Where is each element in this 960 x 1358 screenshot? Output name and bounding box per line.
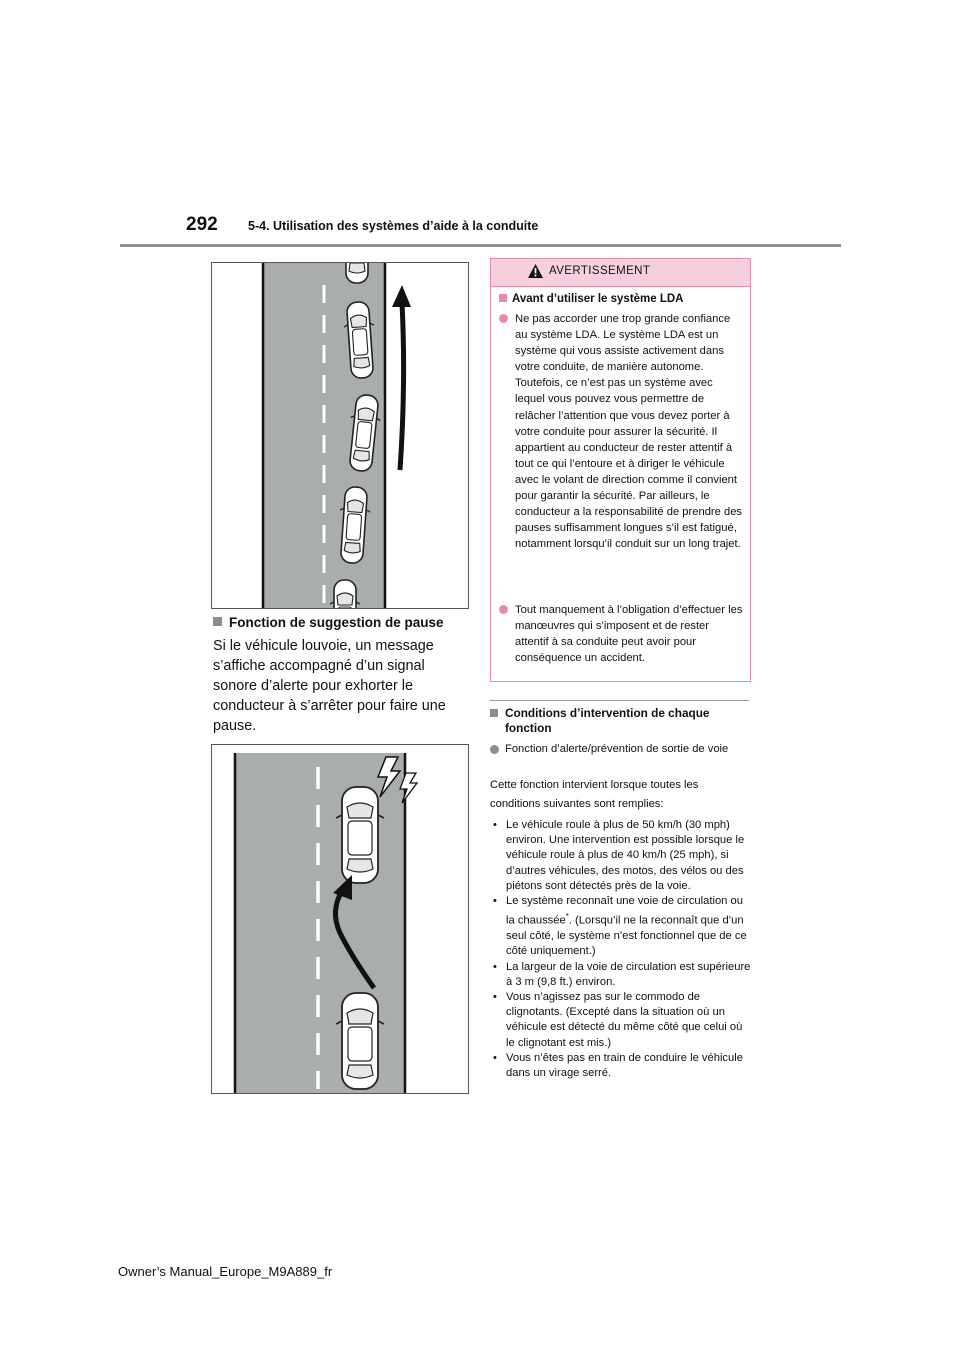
header-rule xyxy=(120,244,841,247)
section-divider xyxy=(490,700,749,701)
warning-item xyxy=(499,311,745,552)
arrow-head-icon xyxy=(392,285,411,307)
square-bullet-icon xyxy=(499,294,507,302)
forward-arrow xyxy=(400,303,404,470)
road xyxy=(234,753,406,1093)
car-icon xyxy=(336,787,384,883)
circle-bullet-icon xyxy=(490,745,499,754)
warning-subheading xyxy=(499,293,745,305)
list-item: • La largeur de la voie de circulation est supérieure à 3 m (9,8 ft.) environ. xyxy=(490,960,752,990)
warning-box xyxy=(490,258,751,682)
list-item-text: Le système reconnaît une voie de circulation ou la chaussée xyxy=(506,895,743,927)
warning-item-text: Ne pas accorder une trop grande confiance au système LDA. Le système LDA est un système qui vous assiste activement dans votre conduite, de manière autonome. Toutefois, ce n’est pas un système avec lequel vous pouvez vous permettre de relâcher l’attention que vous devez porter à votre conduite pour assurer la sécurité. Il appartient au conducteur de rester attentif à tout ce qui l’entoure et à diriger le véhicule avec le volant de direction comme il convient pour garantir la sécurité. Par ailleurs, le conducteur a la responsabilité de prendre des pauses suffisamment longues s’il est fatigué, notamment lorsqu’il conduit sur un long trajet. xyxy=(515,313,743,551)
footnote-marker: * xyxy=(565,912,569,922)
conditions-intro: conditions suivantes sont remplies: xyxy=(490,798,664,810)
circle-bullet-icon xyxy=(499,605,508,614)
warning-item xyxy=(499,602,745,666)
circle-bullet-icon xyxy=(499,314,508,323)
conditions-heading-text: Conditions d’intervention de chaque fonction xyxy=(505,706,710,735)
list-item-text: . (Lorsqu’il ne la reconnaît que d’un seul côté, le système n’est fonctionnel que de ce côté uniquement.) xyxy=(506,914,747,958)
warning-triangle-icon xyxy=(527,263,544,279)
conditions-list xyxy=(490,818,752,1081)
conditions-item xyxy=(490,742,749,757)
square-bullet-icon xyxy=(490,709,498,717)
pause-heading-text: Fonction de suggestion de pause xyxy=(229,615,444,630)
warning-subheading-text: Avant d’utiliser le système LDA xyxy=(512,293,684,305)
list-item: • Le véhicule roule à plus de 50 km/h (30 mph) environ. Une intervention est possible lorsque le véhicule roule à plus de 40 km/h (25 mph), si d’autres véhicules, des motos, des vélos ou des piétons sont détectés près de la voie. xyxy=(490,818,752,894)
section-title: 5-4. Utilisation des systèmes d’aide à la conduite xyxy=(248,219,539,233)
pause-heading xyxy=(213,615,469,630)
warning-label: AVERTISSEMENT xyxy=(549,265,651,277)
footer-text: Owner’s Manual_Europe_M9A889_fr xyxy=(118,1264,333,1279)
conditions-intro: Cette fonction intervient lorsque toutes les xyxy=(490,779,699,791)
conditions-item-text: Fonction d’alerte/prévention de sortie de voie xyxy=(505,743,729,755)
square-bullet-icon xyxy=(213,617,222,626)
page-number: 292 xyxy=(186,214,218,235)
warning-header xyxy=(491,259,750,287)
list-item: • Vous n’êtes pas en train de conduire le véhicule dans un virage serré. xyxy=(490,1051,752,1081)
pause-body: Si le véhicule louvoie, un message s’affiche accompagné d’un signal sonore d’alerte pour exhorter le conducteur à s’arrêter pour faire une pause. xyxy=(213,638,446,734)
list-item: • Vous n’agissez pas sur le commodo de clignotants. (Excepté dans la situation où un véhicule est détecté du même côté que celui où le clignotant est mis.) xyxy=(490,990,752,1051)
lane-departure-illustration xyxy=(211,744,469,1094)
list-item xyxy=(490,894,752,960)
weaving-vehicle-illustration xyxy=(211,262,469,609)
warning-item-text: Tout manquement à l’obligation d’effectuer les manœuvres qui s’imposent et de rester attentif à sa conduite peut avoir pour conséquence un accident. xyxy=(515,604,743,665)
conditions-heading xyxy=(490,706,749,736)
car-icon xyxy=(336,993,384,1089)
